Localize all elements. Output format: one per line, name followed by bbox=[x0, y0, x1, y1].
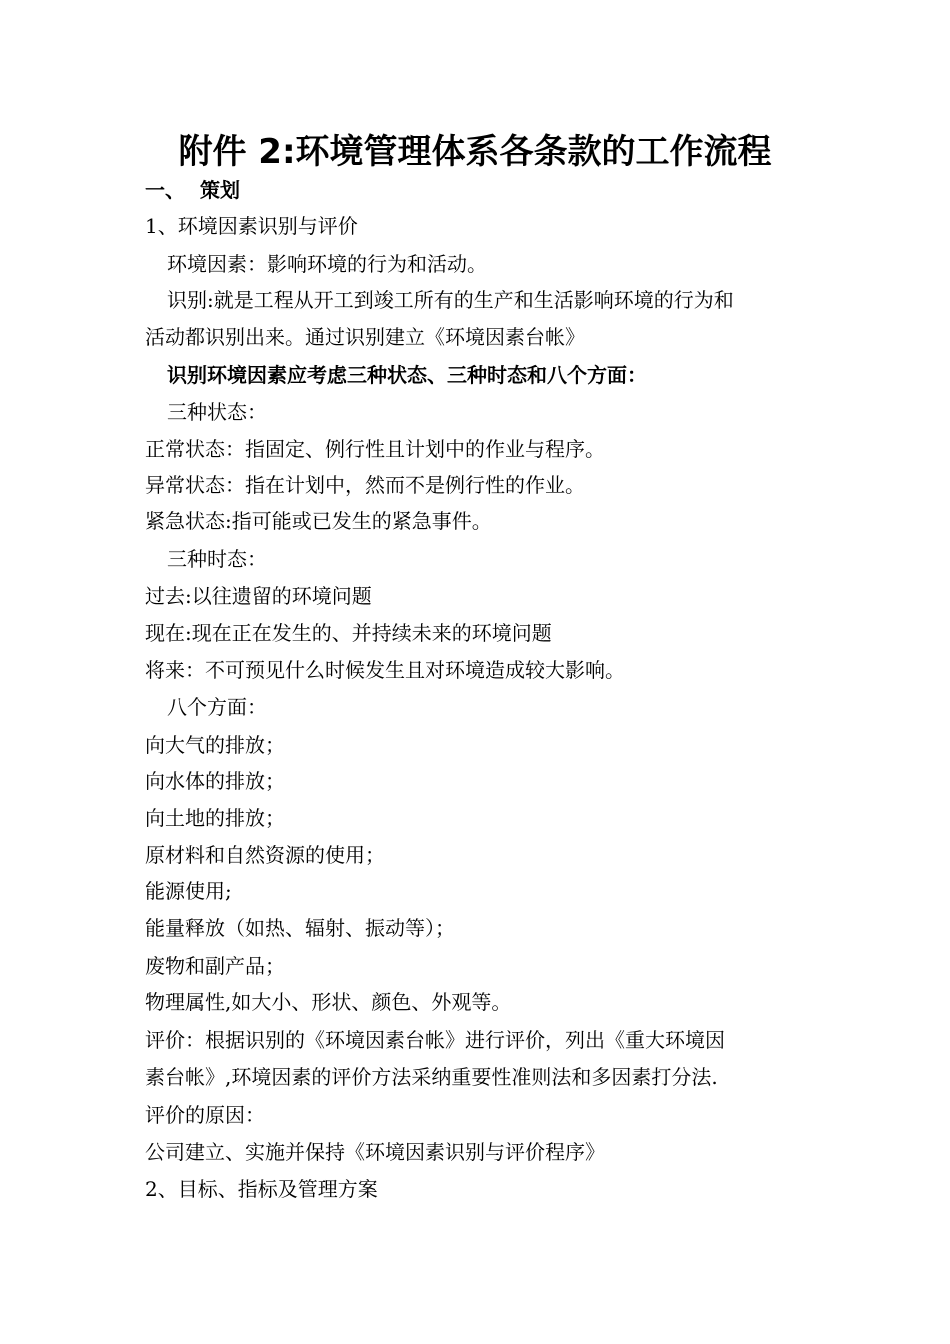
section-heading-planning bbox=[145, 176, 240, 204]
paragraph-line: 评价：根据识别的《环境因素台帐》进行评价，列出《重大环境因 bbox=[145, 1028, 725, 1052]
paragraph-line: 原材料和自然资源的使用； bbox=[145, 843, 385, 867]
paragraph-line: 异常状态：指在计划中，然而不是例行性的作业。 bbox=[145, 473, 585, 497]
paragraph-line: 过去:以往遗留的环境问题 bbox=[145, 584, 372, 608]
paragraph-line: 废物和副产品； bbox=[145, 954, 285, 978]
paragraph-line: 三种状态： bbox=[167, 400, 267, 424]
paragraph-line: 紧急状态:指可能或已发生的紧急事件。 bbox=[145, 509, 492, 533]
paragraph-line: 环境因素：影响环境的行为和活动。 bbox=[167, 252, 487, 276]
paragraph-line: 三种时态： bbox=[167, 547, 267, 571]
subsection-heading-2: 2、目标、指标及管理方案 bbox=[145, 1177, 378, 1201]
paragraph-line: 识别:就是工程从开工到竣工所有的生产和生活影响环境的行为和 bbox=[167, 288, 734, 312]
paragraph-line: 能源使用; bbox=[145, 879, 232, 903]
paragraph-line: 素台帐》,环境因素的评价方法采纳重要性准则法和多因素打分法. bbox=[145, 1065, 718, 1089]
paragraph-line: 正常状态：指固定、例行性且计划中的作业与程序。 bbox=[145, 437, 605, 461]
paragraph-line: 物理属性,如大小、形状、颜色、外观等。 bbox=[145, 990, 512, 1014]
paragraph-line: 向水体的排放； bbox=[145, 769, 285, 793]
section-label: 策划 bbox=[200, 178, 240, 202]
paragraph-line: 现在:现在正在发生的、并持续未来的环境问题 bbox=[145, 621, 552, 645]
paragraph-line: 活动都识别出来。通过识别建立《环境因素台帐》 bbox=[145, 325, 585, 349]
paragraph-line: 公司建立、实施并保持《环境因素识别与评价程序》 bbox=[145, 1140, 605, 1164]
paragraph-line: 向大气的排放； bbox=[145, 733, 285, 757]
paragraph-line: 能量释放（如热、辐射、振动等）； bbox=[145, 916, 455, 940]
paragraph-line: 八个方面： bbox=[167, 695, 267, 719]
document-title: 附件 2:环境管理体系各条款的工作流程 bbox=[178, 132, 772, 172]
paragraph-line: 评价的原因： bbox=[145, 1103, 265, 1127]
paragraph-line: 向土地的排放； bbox=[145, 806, 285, 830]
paragraph-line: 将来：不可预见什么时候发生且对环境造成较大影响。 bbox=[145, 658, 625, 682]
section-number: 一、 bbox=[145, 178, 185, 202]
subsection-heading-1: 1、环境因素识别与评价 bbox=[145, 214, 358, 238]
bold-paragraph-line: 识别环境因素应考虑三种状态、三种时态和八个方面： bbox=[167, 363, 647, 387]
